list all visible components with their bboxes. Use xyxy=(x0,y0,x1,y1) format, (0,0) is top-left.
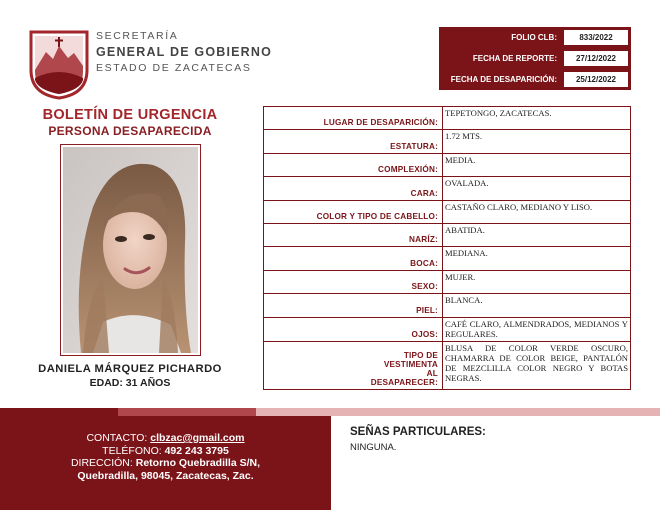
report-date-row xyxy=(439,48,631,69)
detail-row-hair xyxy=(264,201,630,224)
detail-row-clothing xyxy=(264,342,630,389)
contact-email-line xyxy=(0,432,331,445)
contact-address-line1 xyxy=(0,457,331,470)
distinguishing-marks-title: SEÑAS PARTICULARES: xyxy=(350,426,486,438)
detail-label: SEXO: xyxy=(264,271,443,293)
agency-line-1: SECRETARÍA xyxy=(96,30,179,42)
detail-row-build xyxy=(264,154,630,177)
detail-value: BLANCA. xyxy=(445,295,483,306)
contact-address-line2: Quebradilla, 98045, Zacatecas, Zac. xyxy=(77,469,254,482)
detail-value: BLUSA DE COLOR VERDE OSCURO, CHAMARRA DE COLOR BEIGE, PANTALÓN DE MEZCLILLA COLOR NEGRO Y BOTAS NEGRAS. xyxy=(445,342,628,383)
contact-phone-line xyxy=(0,445,331,458)
disappearance-date-label: FECHA DE DESAPARICIÓN: xyxy=(450,75,557,84)
detail-label: CARA: xyxy=(264,177,443,199)
folio-value: 833/2022 xyxy=(564,30,628,45)
detail-value: 1.72 MTS. xyxy=(445,131,483,142)
person-age: EDAD: 31 AÑOS xyxy=(89,377,171,389)
detail-label: COMPLEXIÓN: xyxy=(264,154,443,176)
bulletin-title-line2: PERSONA DESAPARECIDA xyxy=(48,124,212,138)
disappearance-date-value: 25/12/2022 xyxy=(564,72,628,87)
detail-value: MEDIA. xyxy=(445,154,476,165)
contact-email-link[interactable]: clbzac@gmail.com xyxy=(150,432,245,444)
detail-row-nose xyxy=(264,224,630,247)
detail-label: COLOR Y TIPO DE CABELLO: xyxy=(264,201,443,223)
agency-name xyxy=(96,30,272,74)
distinguishing-marks-value: NINGUNA. xyxy=(350,442,397,453)
folio-row xyxy=(439,27,631,48)
detail-row-place xyxy=(264,107,630,130)
disappearance-date-row xyxy=(439,69,631,90)
detail-label: TIPO DE VESTIMENTA AL DESAPARECER: xyxy=(264,342,443,389)
report-date-value: 27/12/2022 xyxy=(564,51,628,66)
detail-value: CAFÉ CLARO, ALMENDRADOS, MEDIANOS Y REGULARES. xyxy=(445,318,628,339)
portrait-image xyxy=(63,147,198,353)
detail-row-mouth xyxy=(264,247,630,270)
detail-label: LUGAR DE DESAPARICIÓN: xyxy=(264,107,443,129)
detail-value: TEPETONGO, ZACATECAS. xyxy=(445,108,552,118)
zacatecas-shield-logo xyxy=(28,26,90,100)
person-name: DANIELA MÁRQUEZ PICHARDO xyxy=(38,363,222,375)
contact-info xyxy=(0,432,331,482)
contact-address-street: Retorno Quebradilla S/N, xyxy=(135,457,261,469)
contact-address-label: DIRECCIÓN: xyxy=(70,457,136,469)
detail-row-sex xyxy=(264,271,630,294)
contact-phone: 492 243 3795 xyxy=(164,444,229,457)
folio-table xyxy=(439,27,631,90)
detail-value: MUJER. xyxy=(445,271,476,282)
folio-label: FOLIO CLB: xyxy=(511,33,557,42)
detail-value: OVALADA. xyxy=(445,178,489,189)
detail-label: ESTATURA: xyxy=(264,130,443,152)
bulletin-title xyxy=(20,107,240,138)
stripe-mid xyxy=(118,408,256,416)
bulletin-title-line1: BOLETÍN DE URGENCIA xyxy=(42,107,218,123)
detail-value: CASTAÑO CLARO, MEDIANO Y LISO. xyxy=(445,201,593,212)
details-table xyxy=(263,106,631,390)
detail-label: PIEL: xyxy=(264,294,443,316)
detail-label: BOCA: xyxy=(264,247,443,269)
detail-row-height xyxy=(264,130,630,153)
contact-phone-label: TELÉFONO: xyxy=(102,444,165,457)
detail-row-face xyxy=(264,177,630,200)
stripe-light xyxy=(256,408,660,416)
agency-line-2: GENERAL DE GOBIERNO xyxy=(96,45,273,59)
agency-line-3: ESTADO DE ZACATECAS xyxy=(96,62,252,74)
shield-icon xyxy=(28,26,90,100)
detail-label: OJOS: xyxy=(264,318,443,341)
detail-label: NARÍZ: xyxy=(264,224,443,246)
detail-value: MEDIANA. xyxy=(445,248,488,259)
detail-row-eyes xyxy=(264,318,630,342)
detail-value: ABATIDA. xyxy=(445,224,485,235)
detail-row-skin xyxy=(264,294,630,317)
report-date-label: FECHA DE REPORTE: xyxy=(472,54,557,63)
stripe-dark xyxy=(0,408,118,416)
footer-stripes xyxy=(0,408,660,416)
contact-email-label: CONTACTO: xyxy=(86,432,151,444)
person-photo xyxy=(60,144,201,356)
